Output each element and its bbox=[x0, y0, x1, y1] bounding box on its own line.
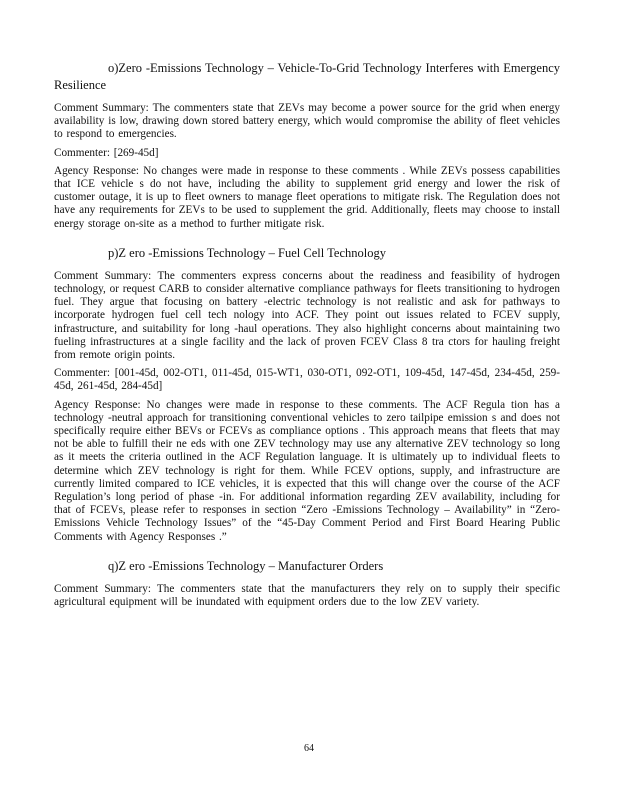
section-heading: p)Z ero -Emissions Technology – Fuel Cell Technology bbox=[108, 245, 386, 260]
commenter-list: Commenter: [269-45d] bbox=[54, 146, 159, 159]
section-heading: o)Zero -Emissions Technology – Vehicle-To-Grid Technology Interferes with Emergency Resilience bbox=[54, 61, 560, 92]
comment-summary: Comment Summary: The commenters state that ZEVs may become a power source for the grid when energy availability is low, drawing down stored battery energy, which would compromise the ability of fleet vehicles to respond to emergencies. bbox=[54, 102, 560, 141]
section-p bbox=[54, 245, 560, 544]
document-page bbox=[54, 60, 560, 614]
agency-response: Agency Response: No changes were made in response to these comments. The ACF Regula tion has a technology -neutral approach for transitioning conventional vehicles to zero tailpipe emission s and does not specifically require either BEVs or FCEVs as compliance options . This approach means that fleets that may not be able to fulfill their ne eds with one ZEV technology may use any alternative ZEV technology so long as it meets the criteria outlined in the ACF Regulation language. It is ultimately up to individual fleets to determine which ZEV technology is right for them. While FCEV options, supply, and infrastructure are currently limited compared to ICE vehicles, it is expected that this will change over the course of the ACF Regulation’s long period of phase -in. For additional information regarding ZEV availability, including for that of FCEVs, please refer to responses in section “Zero -Emissions Technology – Availability” in “Zero-Emissions Vehicle Technology Issues” of the “45-Day Comment Period and First Board Hearing Public Comments with Agency Responses .” bbox=[54, 398, 560, 543]
section-gap bbox=[54, 236, 560, 245]
section-q bbox=[54, 558, 560, 609]
agency-response: Agency Response: No changes were made in response to these comments . While ZEVs possess capabilities that ICE vehicle s do not have, including the ability to supplement grid energy and lower the risk of customer outage, it is up to fleet owners to manage fleet operations to mitigate risk. The Regulation does not have any requirements for ZEVs to be used to supplement the grid. Additionally, fleets may choose to install energy storage on-site as a method to further mitigate risk. bbox=[54, 164, 560, 230]
section-o bbox=[54, 60, 560, 231]
section-heading: q)Z ero -Emissions Technology – Manufacturer Orders bbox=[108, 558, 384, 573]
page-number: 64 bbox=[304, 743, 314, 754]
section-gap bbox=[54, 549, 560, 558]
comment-summary: Comment Summary: The commenters state that the manufacturers they rely on to supply their specific agricultural equipment will be inundated with equipment orders due to the low ZEV variety. bbox=[54, 582, 560, 609]
comment-summary: Comment Summary: The commenters express concerns about the readiness and feasibility of hydrogen technology, or request CARB to consider alternative compliance pathways for fleets transitioning to hydrogen fuel. They argue that focusing on battery -electric technology is not realistic and ask for pathways to incorporate hydrogen fuel cell tech nology into ACF. They point out issues related to FCEV supply, infrastructure, and suitability for long -haul operations. They also highlight concerns about maintaining two fueling infrastructures at a single facility and the lack of proven FCEV Class 8 tra ctors for hauling freight from remote origin points. bbox=[54, 269, 560, 362]
commenter-list: Commenter: [001-45d, 002-OT1, 011-45d, 015-WT1, 030-OT1, 092-OT1, 109-45d, 147-45d, 234-45d, 259-45d, 261-45d, 284-45d] bbox=[54, 367, 560, 393]
